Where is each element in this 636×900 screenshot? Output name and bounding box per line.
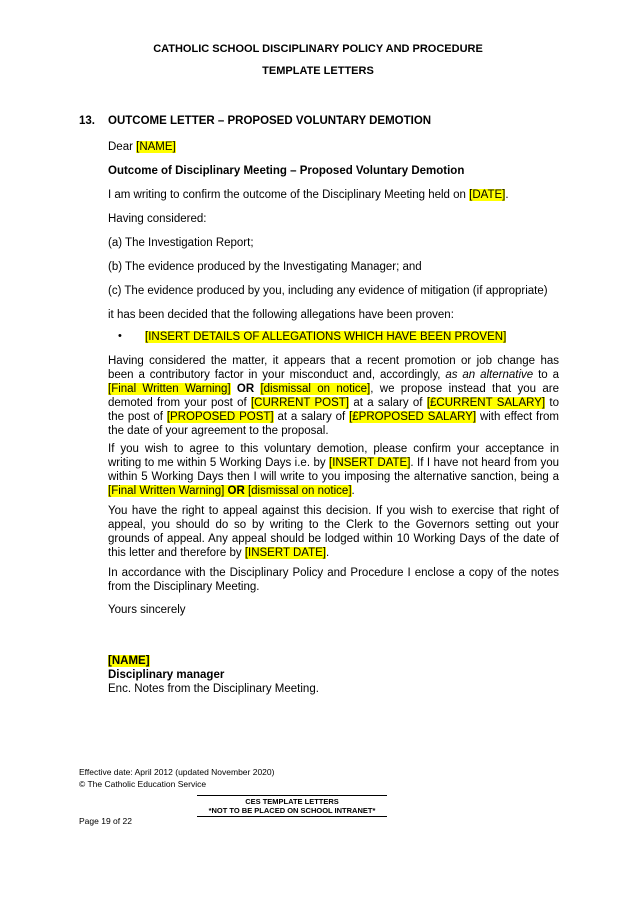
p2-text-3: .	[351, 485, 355, 497]
p1-or: OR	[230, 383, 261, 395]
signature-name-placeholder: [NAME]	[108, 655, 150, 667]
p2-or: OR	[224, 485, 248, 497]
confirm-end: .	[505, 189, 509, 201]
appeal-date-placeholder: [INSERT DATE]	[244, 547, 326, 559]
enclosure-paragraph: In accordance with the Disciplinary Policy and Procedure I enclose a copy of the notes from the Disciplinary Meeting.	[108, 567, 559, 593]
footer-template-label: CES TEMPLATE LETTERS	[245, 797, 339, 806]
letter-subject: Outcome of Disciplinary Meeting – Proposed Voluntary Demotion	[108, 165, 465, 177]
allegations-line	[145, 330, 559, 344]
final-warning-placeholder: [Final Written Warning]	[108, 383, 231, 395]
footer-intranet-warning: *NOT TO BE PLACED ON SCHOOL INTRANET*	[208, 806, 376, 815]
p1-text-2: to a	[533, 369, 559, 381]
p2-text-2: . If I have not heard from you within 5 Working Days then I will write to you imposing the alternative sanction, being a	[108, 457, 559, 483]
dismissal-placeholder-2: [dismissal on notice]	[247, 485, 352, 497]
proposed-post-placeholder: [PROPOSED POST]	[166, 411, 274, 423]
p1-text-6: at a salary of	[273, 411, 350, 423]
salutation	[108, 140, 559, 154]
allegations-placeholder: [INSERT DETAILS OF ALLEGATIONS WHICH HAVE BEEN PROVEN]	[145, 331, 507, 343]
dismissal-placeholder: [dismissal on notice]	[260, 383, 371, 395]
acceptance-paragraph	[108, 442, 559, 498]
insert-date-placeholder: [INSERT DATE]	[329, 457, 411, 469]
document-subtitle: TEMPLATE LETTERS	[262, 65, 374, 77]
p1-text-4: at a salary of	[349, 397, 427, 409]
name-placeholder: [NAME]	[136, 141, 176, 153]
confirm-paragraph	[108, 188, 559, 202]
demotion-paragraph	[108, 354, 559, 438]
p2-text-1: If you wish to agree to this voluntary demotion, please confirm your acceptance in writing to me within 5 Working Days i.e. by	[108, 443, 559, 469]
page-number: Page 19 of 22	[79, 816, 132, 826]
section-number: 13.	[79, 115, 95, 127]
current-post-placeholder: [CURRENT POST]	[250, 397, 350, 409]
p1-text-7: with effect from the date of your agreement to the proposal.	[108, 411, 560, 437]
bullet-icon: •	[118, 330, 122, 342]
p1-text-1: Having considered the matter, it appears that a recent promotion or job change has been a contributory factor in your misconduct and, accordingly,	[108, 355, 559, 381]
having-considered: Having considered:	[108, 213, 207, 225]
p1-text-3: , we propose instead that you are demoted from your post of	[108, 383, 560, 409]
list-item-c: (c) The evidence produced by you, including any evidence of mitigation (if appropriate)	[108, 285, 548, 297]
signature-role: Disciplinary manager	[108, 669, 225, 681]
p1-text-5: to the post of	[108, 397, 559, 423]
footer-rule-top	[197, 795, 387, 796]
p3-text-1: You have the right to appeal against this decision. If you wish to exercise that right of appeal, you should do so by writing to the Clerk to the Governors setting out your grounds of appeal. Any appeal should be lodged within 10 Working Days of the date of this letter and therefore by	[108, 505, 559, 559]
appeal-paragraph	[108, 504, 559, 560]
date-placeholder: [DATE]	[469, 189, 506, 201]
copyright: © The Catholic Education Service	[79, 779, 207, 789]
final-warning-placeholder-2: [Final Written Warning]	[108, 485, 225, 497]
effective-date: Effective date: April 2012 (updated November 2020)	[79, 767, 275, 777]
list-item-a: (a) The Investigation Report;	[108, 237, 254, 249]
decided-text: it has been decided that the following allegations have been proven:	[108, 309, 454, 321]
closing: Yours sincerely	[108, 604, 186, 616]
p1-italic: as an alternative	[445, 369, 534, 381]
section-title: OUTCOME LETTER – PROPOSED VOLUNTARY DEMOTION	[108, 115, 432, 127]
list-item-b: (b) The evidence produced by the Investigating Manager; and	[108, 261, 422, 273]
document-title: CATHOLIC SCHOOL DISCIPLINARY POLICY AND PROCEDURE	[153, 43, 483, 55]
footer-rule-bottom	[197, 816, 387, 817]
current-salary-placeholder: [£CURRENT SALARY]	[426, 397, 546, 409]
signature-name-line	[108, 654, 559, 668]
enclosure-note: Enc. Notes from the Disciplinary Meeting.	[108, 683, 319, 695]
confirm-text: I am writing to confirm the outcome of the Disciplinary Meeting held on	[108, 189, 470, 201]
proposed-salary-placeholder: [£PROPOSED SALARY]	[349, 411, 477, 423]
salutation-text: Dear	[108, 141, 137, 153]
p3-text-2: .	[325, 547, 330, 559]
